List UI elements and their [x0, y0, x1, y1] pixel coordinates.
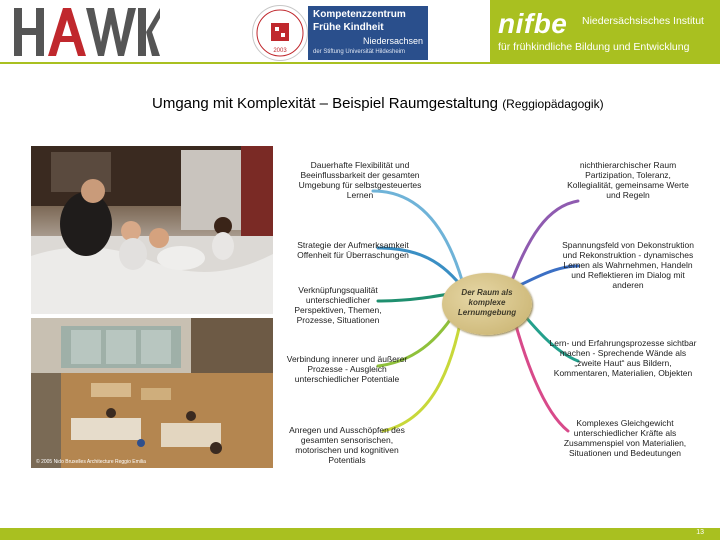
- mindmap-left-2: Strategie der Aufmerksamkeit Offenheit für Überraschungen: [297, 240, 409, 260]
- footer-bar: [0, 528, 720, 540]
- kompetenzzentrum-logo: [252, 5, 428, 61]
- photo-caption: © 2005 Nido Bruxelles Architecture Reggio Emilia: [36, 459, 146, 465]
- nifbe-logo: [490, 0, 720, 62]
- photo-classroom: [31, 318, 273, 468]
- photo-children-on-floor: [31, 146, 273, 314]
- kompetenz-line3: Niedersachsen: [362, 36, 423, 46]
- mindmap-right-1: nichthierarchischer Raum Partizipation, Toleranz, Kollegialität, gemeinsame Werte und Regeln: [567, 160, 689, 200]
- kompetenz-line1: Kompetenzzentrum: [313, 9, 406, 20]
- kompetenz-line2: Frühe Kindheit: [313, 22, 384, 33]
- title-sub: (Reggiopädagogik): [502, 97, 604, 111]
- mindmap-right-2: Spannungsfeld von Dekonstruktion und Rekonstruktion - dynamisches Lernen als Wahrnehmen, Handeln und Reflektieren im Dialog mit anderen: [562, 240, 694, 290]
- mindmap-left-1: Dauerhafte Flexibilität und Beeinflussbarkeit der gesamten Umgebung für selbstgesteuertes Lernen: [298, 160, 422, 200]
- mindmap-left-3: Verknüpfungsqualität unterschiedlicher Perspektiven, Themen, Prozesse, Situationen: [294, 285, 382, 325]
- header: [0, 0, 720, 62]
- mindmap-right-3: Lern- und Erfahrungsprozesse sichtbar machen - Sprechende Wände als „zweite Haut“ aus Bildern, Kommentaren, Materialien, Objekten: [549, 338, 697, 378]
- svg-text:2003: 2003: [273, 48, 287, 54]
- mindmap-right-4: Komplexes Gleichgewicht unterschiedlicher Kräfte als Zusammenspiel von Materialien, Situationen und Bedeutungen: [563, 418, 687, 458]
- university-seal-icon: [252, 5, 308, 61]
- nifbe-wordmark: nifbe: [498, 8, 568, 39]
- title-main: Umgang mit Komplexität – Beispiel Raumgestaltung: [152, 95, 499, 112]
- kompetenzzentrum-box: [308, 6, 428, 60]
- hawk-logo: [12, 6, 162, 58]
- page-number: 13: [696, 529, 704, 536]
- kompetenz-line4: der Stiftung Universität Hildesheim: [313, 49, 406, 55]
- page-title: [152, 95, 604, 112]
- center-label: Der Raum als komplexe Lernumgebung: [457, 288, 517, 317]
- nifbe-line1: Niedersächsisches Institut: [582, 15, 704, 27]
- header-divider: [0, 62, 720, 64]
- mindmap-left-5: Anregen und Ausschöpfen des gesamten sensorischen, motorischen und kognitiven Potentials: [289, 425, 405, 465]
- mindmap-center: [442, 273, 532, 335]
- nifbe-line2: für frühkindliche Bildung und Entwicklung: [498, 41, 690, 53]
- mindmap-left-4: Verbindung innerer und äußerer Prozesse - Ausgleich unterschiedlicher Potentiale: [286, 354, 408, 384]
